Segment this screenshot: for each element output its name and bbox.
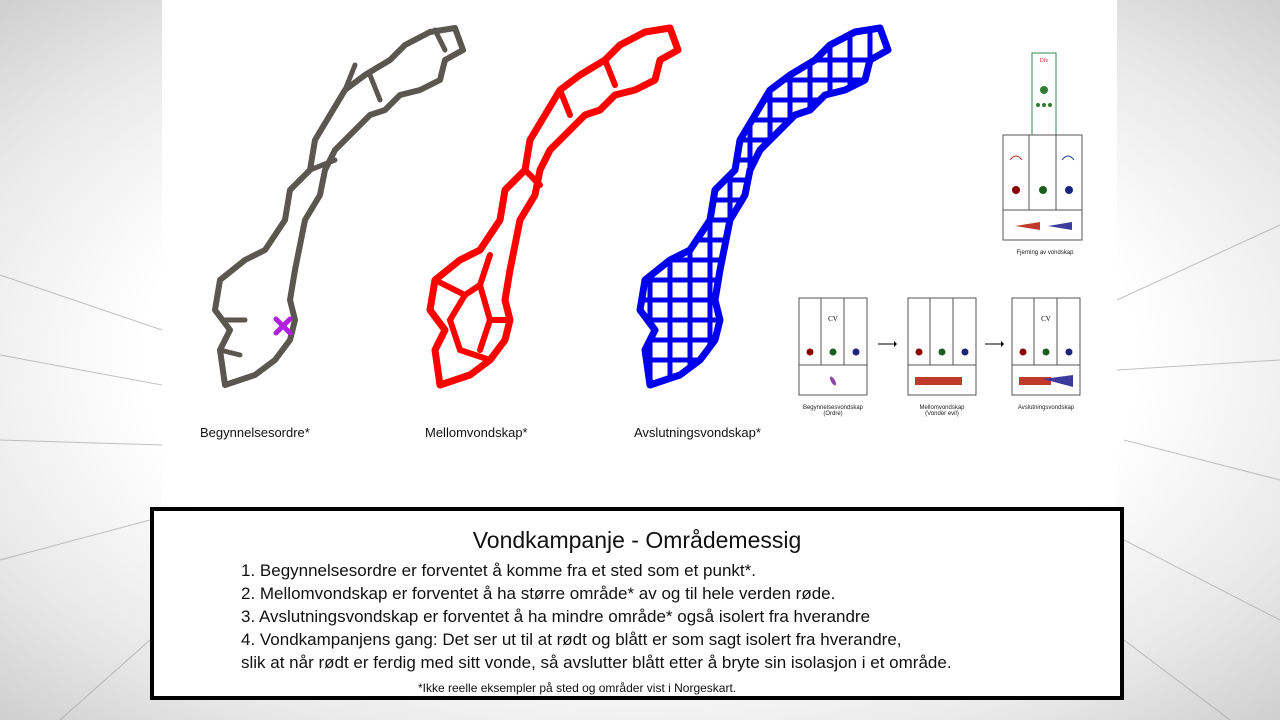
legend-item: 4. Vondkampanjens gang: Det ser ut til at rødt og blått er som sagt isolert fra hverandre, (241, 630, 902, 649)
card-avslutning (1011, 297, 1081, 397)
arrow-2 (983, 338, 1005, 350)
origin-marker (276, 319, 290, 333)
card-caption-2: Mellomvondskap (Vonder evil) (919, 405, 965, 417)
card-caption-3: Avslutningsvondskap (1017, 405, 1075, 411)
top-card-title: Dfe (1039, 58, 1049, 64)
legend-list (241, 559, 952, 674)
map-label-avslutningsvondskap: Avslutningsvondskap* (634, 425, 761, 440)
legend-item: 3. Avslutningsvondskap er forventet å ha mindre område* også isolert fra hverandre (241, 607, 871, 626)
map-label-mellomvondskap: Mellomvondskap* (425, 425, 528, 440)
card-caption-1: Begynnelsesvondskap (Ordre) (802, 405, 864, 417)
legend-item: slik at når rødt er ferdig med sitt vonde, så avslutter blått etter å bryte sin isolasjon i et område. (241, 653, 952, 672)
card-mellom (907, 297, 977, 397)
svg-text:CV: CV (828, 315, 838, 323)
card-begynnelse (798, 297, 868, 397)
svg-text:CV: CV (1041, 315, 1051, 323)
top-card-caption: Fjerning av vondskap (1016, 250, 1074, 256)
map-label-begynnelsesordre: Begynnelsesordre* (200, 425, 310, 440)
legend-item: 2. Mellomvondskap er forventet å ha større område* av og til hele verden røde. (241, 584, 836, 603)
legend-item: 1. Begynnelsesordre er forventet å komme fra et sted som et punkt*. (241, 561, 756, 580)
legend-box (150, 507, 1124, 700)
legend-title: Vondkampanje - Områdemessig (472, 527, 802, 553)
top-card-diagram (1000, 50, 1090, 245)
legend-note: *Ikke reelle eksempler på sted og områder vist i Norgeskart. (418, 681, 737, 695)
arrow-1 (876, 338, 898, 350)
